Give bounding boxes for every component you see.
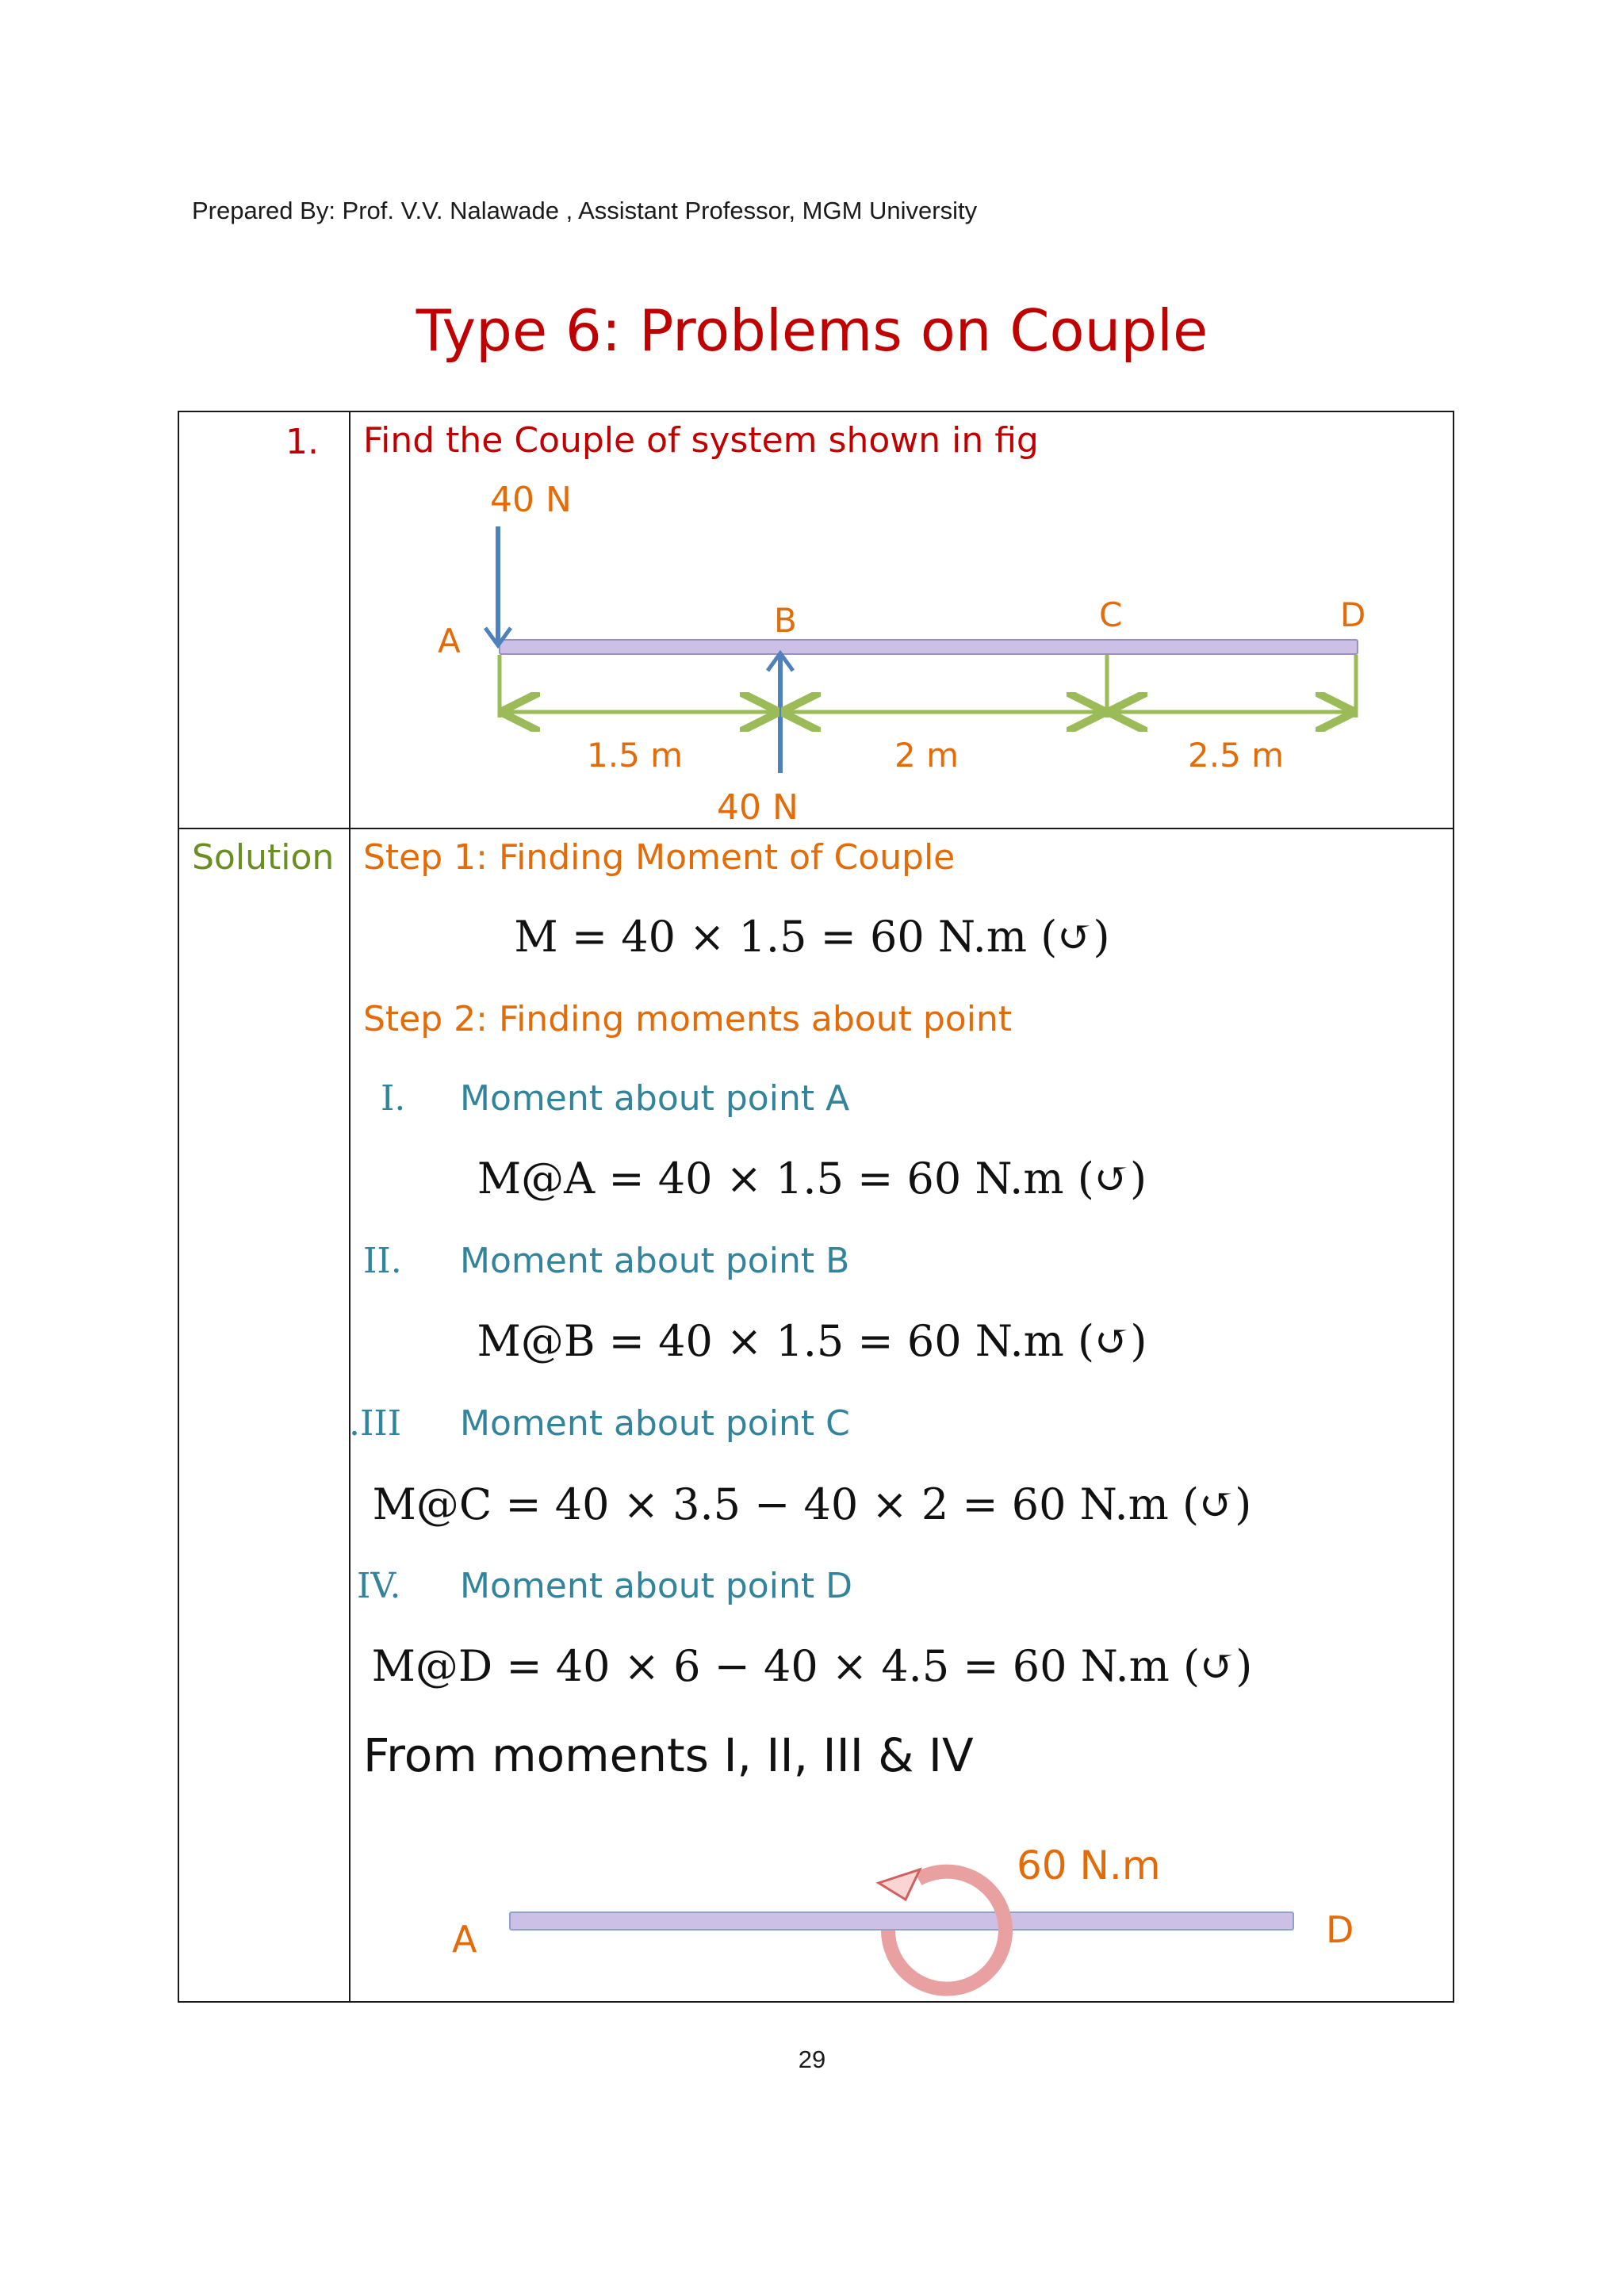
question-number: 1. [285,422,319,462]
equation-moment-d: M@D = 40 × 6 − 40 × 4.5 = 60 N.m (↺) [371,1641,1253,1691]
beam-resultant [510,1912,1293,1930]
roman-ii: II. [363,1241,402,1281]
resultant-label-d: D [1326,1908,1354,1951]
roman-iii: III. [349,1403,402,1444]
moment-d-label: Moment about point D [460,1566,852,1606]
solution-label: Solution [192,837,335,878]
beam [500,640,1358,654]
equation-moment-b: M@B = 40 × 1.5 = 60 N.m (↺) [477,1316,1147,1366]
point-label-d: D [1340,595,1366,634]
roman-i: I. [381,1078,406,1119]
moment-b-label: Moment about point B [460,1241,850,1281]
point-label-c: C [1099,595,1123,634]
conclusion-text: From moments I, II, III & IV [363,1728,974,1782]
step-1-heading: Step 1: Finding Moment of Couple [363,837,956,878]
force-label-bottom: 40 N [717,787,799,828]
resultant-label-a: A [452,1918,477,1961]
force-label-top: 40 N [490,480,572,520]
roman-iv: IV. [357,1566,401,1606]
moment-arrowhead-icon [879,1869,920,1900]
equation-moment-c: M@C = 40 × 3.5 − 40 × 2 = 60 N.m (↺) [372,1479,1252,1529]
question-text: Find the Couple of system shown in fig [363,420,1039,461]
moment-c-label: Moment about point C [460,1403,850,1444]
page-title: Type 6: Problems on Couple [416,297,1208,364]
moment-a-label: Moment about point A [460,1078,850,1119]
page-number: 29 [798,2045,826,2073]
equation-moment-a: M@A = 40 × 1.5 = 60 N.m (↺) [477,1154,1147,1203]
dim-label-3: 2.5 m [1188,736,1285,775]
moment-label: 60 N.m [1017,1843,1161,1888]
point-label-a: A [438,622,461,660]
step-2-heading: Step 2: Finding moments about point [363,999,1013,1039]
dim-label-1: 1.5 m [587,736,684,775]
dim-label-2: 2 m [894,736,959,775]
page-header: Prepared By: Prof. V.V. Nalawade , Assistant Professor, MGM University [192,197,978,224]
point-label-b: B [774,601,797,640]
equation-main: M = 40 × 1.5 = 60 N.m (↺) [514,912,1110,962]
